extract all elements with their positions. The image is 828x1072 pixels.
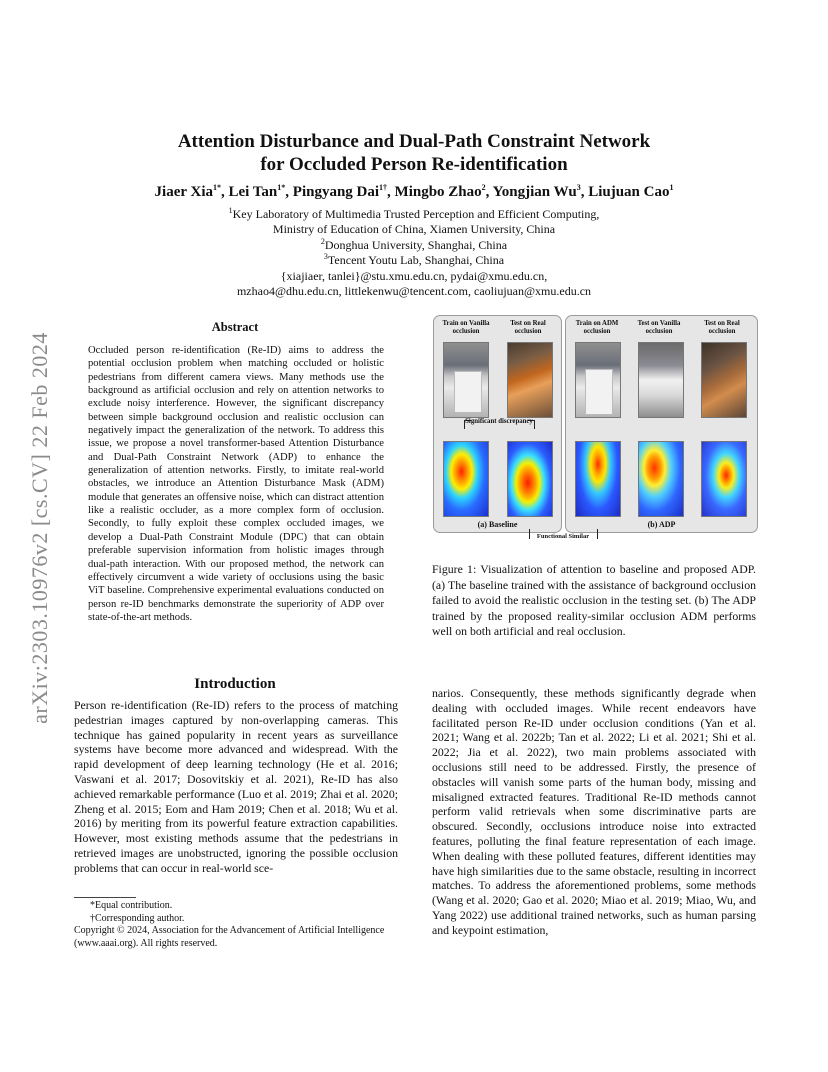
- abstract-heading: Abstract: [211, 320, 259, 334]
- affiliation-line: Ministry of Education of China, Xiamen University, China: [272, 222, 556, 237]
- introduction-left-column: Person re-identification (Re-ID) refers to the process of matching pedestrian images captured by non-overlapping cameras. This technique has gained popularity in recent years as surveillance systems have become more advanced and widespread. With the rapid development of deep learning technology (He et al. 2016; Vaswani et al. 2017; Dosovitskiy et al. 2021), Re-ID has also achieved remarkable performance (Luo et al. 2019; Zhai et al. 2020; Zheng et al. 2015; Eom and Ham 2019; Chen et al. 2018; Wu et al. 2016) by meriting from its powerful feature extraction capabilities. However, most existing methods assume that the pedestrians in retrieved images are unobstructed, ignoring the possible occlusion problems that can occur in real-world sce-: [74, 698, 398, 875]
- column-header: Train on ADM occlusion: [575, 320, 619, 335]
- discrepancy-label: Significant discrepancy: [465, 418, 533, 425]
- attention-heatmap: [507, 441, 553, 517]
- author: Mingbo Zhao$^2$,: [394, 183, 493, 200]
- functional-similar-label: Functional Similar: [536, 533, 590, 540]
- paper-title: [100, 130, 728, 176]
- figure-1: [433, 315, 757, 555]
- introduction-heading: Introduction: [194, 676, 276, 692]
- affiliations: [60, 207, 768, 299]
- figure-caption: Figure 1: Visualization of attention to baseline and proposed ADP. (a) The baseline trained with the assistance of background occlusion failed to avoid the realistic occlusion in the testing set. (b) The ADP trained by the proposed reality-similar occlusion ADM performs well on both artificial and real occlusion.: [432, 562, 756, 639]
- footnote-equal-contribution: *Equal contribution.: [90, 900, 173, 911]
- author: Jiaer Xia$^{1*}$,: [154, 183, 229, 200]
- arxiv-identifier: [20, 290, 60, 765]
- attention-heatmap: [701, 441, 747, 517]
- introduction-right-column: narios. Consequently, these methods significantly degrade when dealing with occluded images. While recent endeavors have facilitated person Re-ID under occlusion conditions (Yan et al. 2021; Wang et al. 2022b; Tan et al. 2022; Li et al. 2021; Shi et al. 2022; Jia et al. 2022), two main problems associated with occlusions still need to be addressed. Firstly, the presence of obstacles will vanish some parts of the human body, missing and misaligned extracted features. Traditional Re-ID methods cannot perform valid retrievals when some discriminative parts are obscured. Secondly, occlusions introduce noise into extracted features, polluting the final feature representation of each image. When dealing with these polluted features, different identities may have high similarities due to the same obstacle, resulting in incorrect matches. To address the aforementioned problems, some methods (Wang et al. 2020; Gao et al. 2020; Miao et al. 2019; Miao, Wu, and Yang 2022) use additional trained networks, such as human parsing and keypoint estimation,: [432, 686, 756, 937]
- connector-line: [597, 529, 598, 539]
- attention-heatmap: [575, 441, 621, 517]
- person-photo: [575, 342, 621, 418]
- affiliation-line: $^1$Key Laboratory of Multimedia Trusted Perception and Efficient Computing,: [228, 206, 600, 221]
- adm-noise-patch: [585, 369, 613, 415]
- column-header: Test on Real occlusion: [704, 320, 740, 335]
- author-list: [60, 184, 768, 201]
- footnote-corresponding-author: †Corresponding author.: [90, 912, 185, 924]
- author: Liujuan Cao$^1$: [588, 183, 674, 200]
- footnotes: [74, 900, 398, 950]
- column-header: Train on Vanilla occlusion: [442, 320, 490, 335]
- affiliation-line: $^3$Tencent Youtu Lab, Shanghai, China: [323, 252, 505, 268]
- copyright-notice: Copyright © 2024, Association for the Advancement of Artificial Intelligence (www.aaai.org). All rights reserved.: [74, 925, 385, 949]
- author: Pingyang Dai$^{1\dagger}$,: [292, 183, 395, 200]
- column-header: Test on Real occlusion: [510, 320, 546, 335]
- panel-adp: [565, 315, 758, 533]
- arxiv-id-text: arXiv:2303.10976v2 [cs.CV] 22 Feb 2024: [27, 331, 52, 724]
- person-photo: [638, 342, 684, 418]
- title-line-1: Attention Disturbance and Dual-Path Constraint Network: [177, 131, 651, 152]
- abstract-text: Occluded person re-identification (Re-ID) aims to address the potential occlusion problem when matching occluded or holistic pedestrians from different camera views. Many methods use the background as artificial occlusion and rely on attention networks to exclude noisy interference. However, the significant discrepancy between simple background occlusion and realistic occlusion can negatively impact the generalization of the network. To address this issue, we propose a novel transformer-based Attention Disturbance and Dual-Path Constraint Network (ADP) to enhance the generalization of attention networks. Firstly, to imitate real-world obstacles, we introduce an Attention Disturbance Mask (ADM) module that generates an offensive noise, which can distract attention like a realistic occluder, as a more complex form of occlusion. Secondly, to fully exploit these complex occluded images, we develop a Dual-Path Constraint Module (DPC) that can obtain preferable supervision information from holistic images through dual-path interaction. With our proposed method, the network can effectively circumvent a wide variety of occlusions using the basic ViT baseline. Comprehensive experimental evaluations conducted on person re-ID benchmarks demonstrate the superiority of ADP over state-of-the-art methods.: [88, 345, 384, 623]
- email-line: mzhao4@dhu.edu.cn, littlekenwu@tencent.com, caoliujuan@xmu.edu.cn: [236, 284, 592, 299]
- email-line: {xiajiaer, tanlei}@stu.xmu.edu.cn, pydai@xmu.edu.cn,: [280, 268, 548, 283]
- panel-baseline: [433, 315, 562, 533]
- footnote-rule: [74, 897, 136, 898]
- occlusion-patch: [454, 371, 482, 413]
- connector-line: [529, 529, 530, 539]
- person-photo: [701, 342, 747, 418]
- author: Yongjian Wu$^3$,: [492, 183, 589, 200]
- attention-heatmap: [443, 441, 489, 517]
- person-photo: [443, 342, 489, 418]
- panel-label: (b) ADP: [647, 520, 676, 529]
- affiliation-line: $^2$Donghua University, Shanghai, China: [320, 236, 508, 252]
- column-header: Test on Vanilla occlusion: [637, 320, 681, 335]
- attention-heatmap: [638, 441, 684, 517]
- author: Lei Tan$^{1*}$,: [228, 183, 293, 200]
- title-line-2: for Occluded Person Re-identification: [260, 154, 568, 175]
- person-photo: [507, 342, 553, 418]
- panel-label: (a) Baseline: [477, 520, 518, 529]
